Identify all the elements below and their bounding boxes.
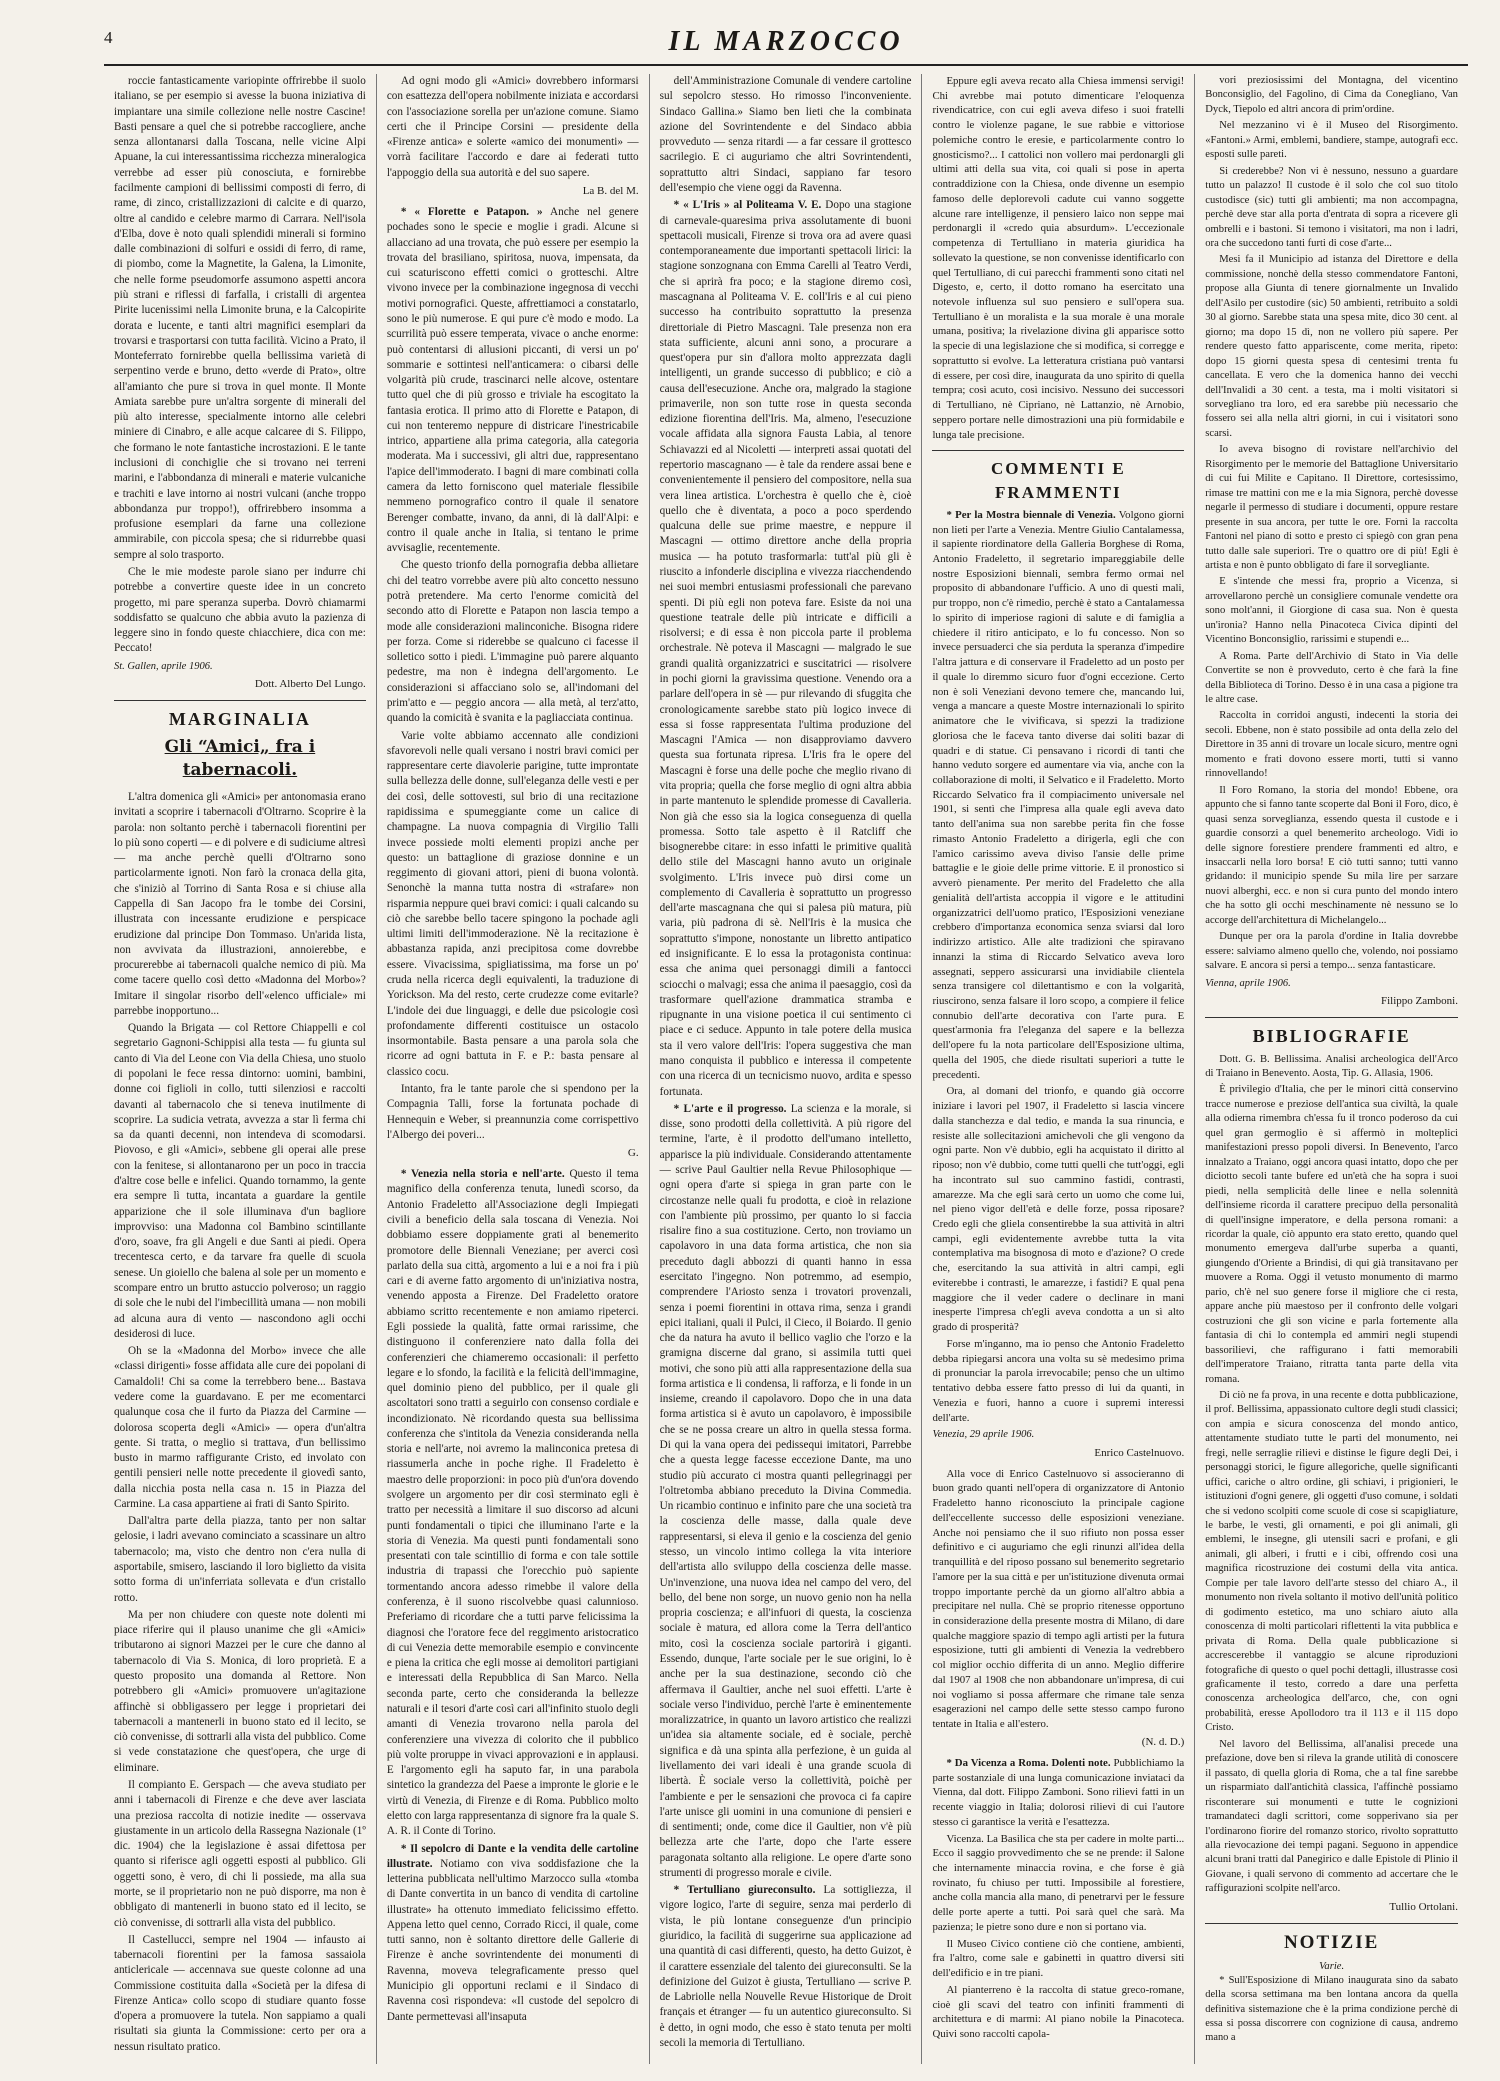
- signature: Filippo Zamboni.: [1380, 994, 1458, 1007]
- section-title-commenti: COMMENTI E FRAMMENTI: [932, 450, 1184, 503]
- journal-title: IL MARZOCCO: [668, 26, 904, 57]
- paragraph: * Sull'Esposizione di Milano inaugurata sino da sabato della scorsa settimana ma ben lontana ancora da quella definitiva sistemazione che è la prima condizione perchè di essa si possa discorrere con cognizione di causa, andremo mano a: [1205, 1975, 1458, 2043]
- paragraph: Il compianto E. Gerspach — che aveva studiato per anni i tabernacoli di Firenze e che deve aver lasciata una preziosa raccolta di notizie inedite — osservava giustamente in un articolo della Rassegna Nazionale (1º dic. 1904) che la legislazione è assai difettosa per quanto si riferisce agli oggetti esposti al pubblico. Gli oggetti sono, è vero, di chi li possiede, ma alla sua morte, se il proprietario non ne può disporre, ma non è obbligato di mantenerli in buono stato ed il lecito, se ciò convenisse, di sottrarli alla vista del pubblico.: [114, 1778, 366, 1929]
- paragraph: Di ciò ne fa prova, in una recente e dotta pubblicazione, il prof. Bellissima, appassionato cultore degli studi classici; con ampia e sicura conoscenza del mondo antico, attentamente studiato tutte le parti del monumento, nei fregi, nelle serraglie rilievi e distinse le figure degli Dei, i personaggi storici, le figure allegoriche, quelle significanti uffici, cariche o altro ordine, gli schiavi, i prigionieri, le istituzioni d'ogni genere, gli oggetti d'uso comune, i soldati che si vedono scolpiti come scuole di cose si scapigliature, le barbe, le vesti, gli ornamenti, e poi gli animali, gli emblemi, le insegne, gli utensili sacri e profani, e gli animali, gli alberi, i frutti e i cibi, offrendo così una magnifica ricostruzione dei costumi della vita antica. Compie per tale lavoro dell'arte stesso del chiaro A., il monumento non rivela soltanto il motivo dell'unità politico di godimento estetico, ma uno schiaro aiuto alla conoscenza di molti particolari riflettenti la vita pubblica e privata di Roma. Della quale pubblicazione si accrescerebbe il vantaggio se alcune riproduzioni fotografiche di questo o quel pochi dettagli, illustrasse così graficamente il testo, corredo a dare una perfetta conoscenza archeologica dell'arco, che, con ogni probabilità, eresse Apollodoro tra il 113 e il 115 dopo Cristo.: [1205, 1389, 1458, 1734]
- paragraph: Intanto, fra le tante parole che si spendono per la Compagnia Talli, forse la fortunata pochade di Hennequin e Weber, si preannunzia come corrispettivo l'Albergo dei poveri...: [386, 1083, 639, 1141]
- signature: G.: [627, 1147, 639, 1160]
- article-body: Dopo una stagione di carnevale-quaresima priva assolutamente di buoni spettacoli musicali, Firenze si trova ora ad avere quasi contemporaneamente due importanti spettacoli lirici: la stagione sonzognana con Emma Carelli al Teatro Verdi, che si aprirà fra poco; e la stagione diremo così, mascagnana al Politeama V. E. coll'Iris e al cui pieno successo ha contribuito soprattutto la presenza direttoriale di Pietro Mascagni. Tale presenza non era stata sufficiente, alcuni anni sono, a procurare a quest'opera pur sin d'allora molto apprezzata dagli intelligenti, un grande successo di pubblico; e ciò a causa dell'esecuzione. Anche ora, malgrado la stagione primaverile, non son tutte rose in questa seconda edizione fiorentina dell'Iris. Ma, almeno, l'esecuzione vocale affidata alla signora Fausta Labia, al tenore Schiavazzi ed al Nicoletti — interpreti assai quotati del repertorio mascagnano — è tale da rendere assai bene e convenientemente il pensiero del compositore, nella sua vera linea artistica. L'orchestra è quello che è, cioè quello che è diventata, a poco a poco sperdendo qualcuna delle sue prime maestre, e neppure il Mascagni — ottimo direttore anche della propria musica — ha potuto trasformarla: tutt'al più gli è riuscito a infonderle disciplina e vivezza riacchendendo nei suoi membri entusiasmi professionali che parevano spenti. Di più egli non poteva fare. Esiste da noi una questione teatrale delle più intricate e difficili a risolversi; e di essa è non piccola parte il problema orchestrale. Nè poteva il Mascagni — malgrado le sue grandi qualità organizzatrici e suscitatrici — risolvere in pochi giorni la gravissima questione. Venendo ora a parlare dell'opera in sè — pur rilevando di sfuggita che cronologicamente sarebbe stato più logico invece di essa si fosse rappresentata l'ultima produzione del Mascagni l'Amica — non disapproviamo davvero questa sua fortunata ripresa. L'Iris fra le opere del Mascagni è forse una delle poche che meglio rivano di vita propria; quella che forse meglio di ogni altra abbia in parte mantenuto le splendide promesse di Cavalleria. Non già che esso sia la logica conseguenza di quella promessa. Sotto tale aspetto è il Ratcliff che bisognerebbe citare: in esso infatti le primitive qualità dello stile del Mascagni hanno avuto un originale svolgimento. L'Iris invece può dirsi come un complemento di Cavalleria è soprattutto un progresso dell'arte mascagnana che qui si palesa più matura, più varia, più padrona di sè. Nell'Iris è la musica che soprattutto s'impone, nonostante un libretto antipatico ed insignificante. E lo essa la protagonista continua: essa che anima quei personaggi dimili a fantocci sciocchi o malvagi; essa che anima il paesaggio, così da trasformare quell'azione drammatica stramba e ripugnante in una visione poetica il cui sentimento ci piace e ci seduce. Appunto in tale potere della musica sta il vero valore dell'Iris: l'opera suggestiva che man mano conquista il pubblico e interessa il competente con una ricerca di un tecnicismo nuovo, ardita e spesso fortunata.: [659, 199, 912, 1098]
- paragraph: Che questo trionfo della pornografia debba allietare chi del teatro vorrebbe avere più alto concetto nessuno potrà pretendere. Ma certo l'enorme comicità del secondo atto di Florette e Patapon non lascia tempo a mode alle considerazioni malinconiche. Bisogna ridere per forza. Come si riderebbe se qualcuno ci facesse il solletico sotto i piedi. L'immagine può parere alquanto pedestre, ma non è indegna dell'argomento. Le considerazioni si affacciano solo se, all'indomani del prim'atto e — peggio ancora — alla metà, al terz'atto, quando la comicità è svanita e la pagliacciata continua.: [386, 559, 639, 725]
- article-head: * L'arte e il progresso.: [673, 1102, 787, 1115]
- section-title-bibliografie: BIBLIOGRAFIE: [1205, 1017, 1458, 1049]
- paragraph: Ma per non chiudere con queste note dolenti mi piace riferire qui il plauso unanime che gli «Amici» tributarono ai signori Mazzei per le cure che danno al tabernacolo di Via S. Monica, di loro proprietà. E a questo proposito una domanda al Rettore. Non potrebbero gli «Amici» promuovere un'agitazione affinchè si obbligassero per legge i proprietari dei tabernacoli a mantenerli in buono stato ed il lecito, se ciò convenisse, di sottrarli alla vista del pubblico. Come si vede constatazione che quest'opera, che urge di eliminare.: [114, 1608, 366, 1774]
- article-venezia: [387, 1167, 639, 1839]
- column-4: [922, 74, 1195, 2064]
- column-2: [377, 74, 650, 2064]
- article-mostra: [932, 508, 1184, 1083]
- article-vicenza: [932, 1756, 1184, 1830]
- paragraph: Varie volte abbiamo accennato alle condizioni sfavorevoli nelle quali versano i nostri bravi comici per rappresentare certe diavolerie parigine, tutte improntate sulla bellezza delle donne, sull'eleganza delle vesti e per dei così, delle sottovesti, sul brio di una recitazione rapidissima e spumeggiante come un calice di champagne. La nuova compagnia di Virgilio Talli invece possiede molti elementi propizi anche per questo: un battaglione di graziose donnine e un reggimento di giovani attori, pieni di buona volontà. Senonchè la manna tutta nostra di «strafare» non risparmia neppure quei bravi comici: i quali calcando su ciò che sarebbe bello tacere spingono la pochade agli ultimi limiti dell'immoderazione. Nè la recitazione è abbastanza rapida, anzi precipitosa come dovrebbe essere. Vivacissima, spigliatissima, ma forse un po' cruda nella ricerca degli equivalenti, la traduzione di Yorickson. Ma del resto, certe crudezze come evitarle? L'indole dei due linguaggi, e delle due psicologie così profondamente differenti costituisce un ostacolo insormontabile. Basta pensare a una parola sola che ricorre ad ogni battuta in F. e P.: basta pensare al classico cocu.: [386, 729, 639, 1078]
- paragraph: Dall'altra parte della piazza, tanto per non saltar gelosie, i ladri avevano cominciato a scassinare un altro tabernacolo; ma, visto che dentro non c'era nulla di asportabile, smisero, lasciando il loro biglietto da visita sotto forma di un'inferriata sollevata e d'un cristallo rotto.: [114, 1515, 366, 1604]
- signature: Tullio Ortolani.: [1389, 1900, 1458, 1913]
- article-arte: [660, 1102, 912, 1881]
- paragraph: Oh se la «Madonna del Morbo» invece che alle «classi dirigenti» fosse affidata alle cure dei popolani di Camaldoli! Chi sa come la terrebbero bene... Bastava vedere come la guardavano. E per me ecomentarci qualunque cosa che il furto da Piazza del Carmine — dolorosa scoperta degli «Amici» — opera d'un'altra gente. Si tratta, o meglio si trattava, d'un bellissimo busto in marmo raffigurante Cristo, ed involato con gentili pensieri nelle notte precedente il giovedì santo, dalla nicchia posta nella casa n. 15 in Piazza del Carmine. La casa appartiene ai frati di Santo Spirito.: [114, 1345, 366, 1510]
- columns: [104, 74, 1468, 2064]
- article-body: La scienza e la morale, si disse, sono prodotti della collettività. A più rigore del termine, l'arte, è il prodotto dell'umano intelletto, apparisce la più individuale. Considerando attentamente — scrive Paul Gaultier nella Revue Philosophique — ogni opera d'arte si spiega in gran parte con le circostanze nelle quali fu prodotta, e cioè in relazione con l'ambiente più prossimo, per quanto lo si faccia risalire fino a sua costituzione. Certo, non troviamo un capolavoro in una data forma artistica, che non sia preceduto dagli abbozzi di quanti hanno in essa esercitato l'ingegno. Non potremmo, ad esempio, comprendere l'Ariosto senza i trovatori provenzali, senza i poemi fiorentini in ottava rima, senza i grandi epici italiani, quali il Pulci, il Cieco, il Boiardo. Il genio che da natura ha avuto il bellico vaglio che l'orzo e la gramigna discerne dal grano, si assimila tutti quei motivi, che sono più atti alla rappresentazione della sua forma artistica e li condensa, li rafforza, e li fonde in un insieme, creando il capolavoro. Dopo che in una data forma artistica si è avuto un capolavoro, è impossibile che se ne possa creare un altro in quella stessa forma. Di qui la vana opera dei pedissequi imitatori, Parrebbe che a questa legge facesse eccezione Dante, ma uno studio più accurato ci mostra quanti pellegrinaggi per l'oltretomba abbiano preceduto la Divina Commedia. Un ricambio continuo e infinito pare che una società tra la coscienza delle masse, dalla quale deve rappresentarsi, si eleva il genio e la coscienza del genio stesso, un vincolo intimo collega la vita interiore dell'artista allo sviluppo della coscienza delle masse. Un'invenzione, una nuova idea nel campo del vero, del bello, del bene non sorge, un nuovo genio non ha nella propria coscienza; e all'infuori di questa, la coscienza sociale è matura, ed allora come la Terra dell'antico mito, così la coscienza sociale partorirà i giganti. Essendo, dunque, l'arte sociale per le sue origini, lo è anche per la sua destinazione, secondo ciò che affermava il Gaultier, anche nel suoi effetti. L'arte è sociale verso l'individuo, perchè l'arte è eminentemente moralizzatrice, in quanto un lavoro artistico che realizzi un'idea sia altamente sociale, ed è sociale, perchè significa e dà una spinta alla perfezione, è un guida al livellamento dei vari ideali è una grande scuola di libertà. È sociale verso la collettività, poichè per l'ambiente e per le sensazioni che provoca ci fa capire l'arte unisce gli uomini in una comunione di pensieri e di sentimenti; onde, come dice il Gaultier, non v'è più bellezza arte che l'arte, dopo che l'arte essere paragonata soltanto alla religione. Le opere d'arte sono strumenti di progresso morale e civile.: [659, 1102, 912, 1879]
- paragraph: Quando la Brigata — col Rettore Chiappelli e col segretario Gagnoni-Schippisi alla testa — fu giunta sul canto di Via del Leone con Via della Chiesa, uno stuolo di popolani le fece ressa dintorno: uomini, bambini, donne coi figlioli in collo, tutti silenziosi e raccolti davanti al tabernacolo che si teneva inutilmente di scoprire. La sudicia vetrata, avvezza a star lì ferma chi sa da quanti decenni, non intendeva di scomodarsi. Piovoso, e gli «Amici», sebbene gli operai alle prese con la fenitese, si allontanarono per un poco in traccia d'altre cose belle e infelici. Quando tornammo, la gente era sempre lì tutta, incantata a guardare la gentile apparizione che il sole illuminava d'un bagliore improvviso: una Madonna col Bambino scintillante d'oro, soave, fra gli Angeli e due Santi ai piedi. Opera trecentesca certo, e da tarvare fra quelle di scuola senese. Un gioiello che balena al sole per un momento e scompare entro un brutto astuccio polveroso; un raggio di sole che le nubi del l'imbecillità umana — non mobili ad alcuna aura di vento — nascondono agli occhi desiderosi di luce.: [114, 1022, 366, 1340]
- paragraph: Mesi fa il Municipio ad istanza del Direttore e della commissione, nonchè della stesso commendatore Fantoni, propose alla Giunta di tenere giornalmente un Invalido dell'Asilo per custodire (sic) 50 ambienti, retribuito a soldi 30 al giorno. Sarebbe stata una spesa mite, dico 30 cent. al giorno; ma dopo 15 dì, non ne vollero più sapere. Per rendere questo fatto appariscente, come merita, ripeto: dopo 15 giorni questa spesa di centesimi trenta fu cancellata. E vero che la domenica hanno dei vecchi dell'Invalidi a 30 cent. a testa, ma i molti visitatori si sorvegliano tra loro, ed era sarebbe più necessario che fossero sei alla nella altri giorni, in cui i visitatori sono scarsi.: [1205, 254, 1458, 439]
- editor-note: (N. d. D.): [1141, 1735, 1185, 1748]
- column-1: [104, 74, 377, 2064]
- paragraph: Io aveva bisogno di rovistare nell'archivio del Risorgimento per le memorie del Battaglione Universitario di cui fui Milite e Capitano. Il Direttore, cortesissimo, rimase tre mattini con me e la mia Signora, perchè dovesse negarle il permesso di studiare i documenti, oppure restare presente in sua ancora, per tutte le ore. Fornì la raccolta Fantoni nel piano di sotto e presto ci spiegò con gran pena tutto dalle sale superiori. Tre o quattro ore di più! Egli è artista e non è punto obbligato di fare il sorvegliante.: [1205, 444, 1458, 571]
- paragraph: Al pianterreno è la raccolta di statue greco-romane, cioè gli scavi del teatro con infiniti frammenti di architettura e di marmi: Al piano nobile la Pinacoteca. Quivi sono raccolti capola-: [932, 1983, 1185, 2041]
- article-body: Questo il tema magnifico della conferenza tenuta, lunedì scorso, da Antonio Fradeletto all'Associazione degli Impiegati civili a beneficio della sala toscana di Venezia. Noi dobbiamo essere doppiamente grati al benemerito promotore delle Biennali Veneziane; per averci così parlato della sua città, argomento a lui e a noi fra i più cari e di averne fatto argomento di un'iniziativa nostra, venendo apposta a Firenze. Del Fradeletto oratore abbiamo scritto recentemente e non amiamo ripeterci. Egli possiede la qualità, fatte ormai rarissime, che distinguono il conferenziere nato dalla folla dei conferenzieri che chiameremo occasionali: il perfetto legare e lo sfondo, la facilità e la felicità dell'immagine, quel dominio pieno del pubblico, per il quale gli ascoltatori sono tratti a seguirlo con consenso cordiale e incondizionato. Nè ricordando questa sua bellissima conferenza che s'intitola da Venezia consideranda nella storia e nell'arte, noi avremo la malinconica pretesa di riassumerla anche in poche righe. Il Fradeletto è maestro delle proporzioni: in poco più d'un'ora dovendo svolgere un argomento per dir così sterminato egli è tratto per necessità a limitare il suo discorso ad alcuni punti fondamentali o tipici che illuminano l'arte e la storia di Venezia. Ma questi punti fondamentali sono presentati con tale scintillio di forma e con tale sottile industria di trapassi che l'orecchio può sapiente tormentando ancora adesso rimebbe il valore della conferenza, è il suono riscolvebbe quasi calunnioso. Preferiamo di ricordare che a tutti parve felicissima la diagnosi che l'oratore fece del reggimento aristocratico di cui Venezia dette memorabile esempio e convincente e piena la critica che egli mosse ai demolitori partigiani e interessati della Repubblica di San Marco. Nella seconda parte, certo che consideranda la bellezze naturali e il tesori d'arte così cari all'infinito stuolo degli amanti di Venezia trovarono nella parola del conferenziere una vivezza di colorito che il pubblico più volte proruppe in vivaci approvazioni e in applausi. E l'argomento egli ha saputo far, in una parabola sintetico la grandezza del Paese a impronte le glorie e le virtù di Venezia, di Firenze e di Roma. Pubblico molto eletto con larga rappresentanza di signore fra la quale S. A. R. il Conte di Torino.: [386, 1168, 639, 1838]
- paragraph: dell'Amministrazione Comunale di vendere cartoline sul sepolcro stesso. Ho rimosso l'inconveniente. Sindaco Gallina.» Siamo ben lieti che la combinata azione del Sovrintendente e del Sindaco abbia provveduto — senza ritardi — a far cessare il grottesco sacrilegio. E ci auguriamo che altri Sovrintendenti, soprattutto altri Sindaci, sappiano far tesoro dell'esempio che viene oggi da Ravenna.: [659, 75, 912, 194]
- article-head: * Da Vicenza a Roma. Dolenti note.: [946, 1756, 1111, 1769]
- paragraph: Forse m'inganno, ma io penso che Antonio Fradeletto debba ripiegarsi ancora una volta su sè medesimo prima di pronunciar la parola irrevocabile; penso che un ultimo tentativo debba essere fatto presso di lui da quanti, in Venezia e fuori, hanno a cuore i supremi interessi dell'arte.: [932, 1337, 1185, 1424]
- article-head: * Venezia nella storia e nell'arte.: [400, 1168, 565, 1181]
- article-head: * Il sepolcro di Dante e la vendita delle cartoline illustrate.: [386, 1842, 639, 1870]
- paragraph: E s'intende che messi fra, proprio a Vicenza, si arrovellarono perchè un consigliere comunale vendette ora sono molt'anni, il Giorgione di casa sua. Non è questa un'ironia? Hanno nella Pinacoteca Civica dipinti del Vicentino Bonconsiglio, rarissimi e stupendi e...: [1205, 576, 1458, 646]
- paragraph: Nel lavoro del Bellissima, all'analisi precede una prefazione, dove ben si rileva la grande utilità di conoscere il passato, di quella gloria di Roma, che a tal fine sarebbe un risparmiato dall'antichità classica, l'affinchè possiamo risconterare sui monumenti e tutte le cognizioni tramandateci dagli scrittori, come sopperivano sia per l'ordinarono fiorire del romanzo storico, rivolto soprattutto alla rievocazione dei tempi pagani. Seguono in appendice alcuni brani tratti dal Panegirico e dalle Epistole di Plinio il Giovane, i quali servono di commento ad accertare che le raffigurazioni scolpite nell'arco.: [1205, 1738, 1458, 1895]
- section-title-marginalia: MARGINALIA: [114, 700, 366, 732]
- paragraph: Ora, al domani del trionfo, e quando già occorre iniziare i lavori pel 1907, il Fradeletto si lascia vincere dalla stanchezza e dal tedio, e manda la sua rinuncia, e resiste alle sollecitazioni amichevoli che gli vengono da ogni parte. Non v'è dubbio, egli ha acquistato il diritto al riposo; non v'è dubbio, come tutti quelli che tutt'oggi, egli ha incontrato sul suo cammino fastidi, contrasti, amarezze. Ma che egli sarà certo un uomo che come lui, nel pieno vigor dell'età e delle forze, possa riposare? Credo egli che gliela consentirebbe la sua attività in altri campi, egli evidentemente avrebbe tutta la vita contemplativa ma bisognosa di moto e d'azione? O crede che, esercitando la sua attività in altri campi, egli eviterebbe i contrasti, le amarezze, i fastidi? E qual pena maggiore che il veder cadere o declinare in mani inesperte l'impresa ch'egli aveva condotta a un sì alto grado di prosperità?: [932, 1085, 1185, 1334]
- paragraph: roccie fantasticamente variopinte offrirebbe il suolo italiano, se per esempio si avesse la buona iniziativa di impiantare una simile collezione nelle nostre Cascine! Basti pensare a quel che si potrebbe raccogliere, anche senza allontanarsi dalla Toscana, nelle vicine Alpi Apuane, la cui interessantissima ricchezza mineralogica verrebbe ad esser più conosciuta, e fornirebbe facilmente campioni di bellissimi composti di ferro, di rame, di zinco, cristallizzazioni di calcite e di quarzo, oltre al candido e celebre marmo di Carrara. Nell'isola d'Elba, dove è noto quali splendidi minerali si formino dalle combinazioni di solfuri e ossidi di ferro, di rame, di piombo, come la Magnetite, la Galena, la Limonite, che nelle forme pseudomorfe assumono aspetti ancora più strani e riflessi di farfalla, i cristalli di argentea Pirite lucenissimi nella Limonite bruna, e la Calcopirite dorata e lucente, e tanti altri magnifici esemplari da trovarsi e trasportarsi con tutta facilità. Vicino a Prato, il Monteferrato fornirebbe quella bellissima varietà di serpentino verde e bruno, detto «verde di Prato», oltre all'amianto che pure si trova in quel monte. Il Monte Amiata sarebbe pure un'altra sorgente di minerali del più alto interesse, specialmente intorno alle celebri miniere di Cinabro, e alle acque calcaree di S. Filippo, che formano le note fantastiche incrostazioni. E le tante inclusioni di conchiglie che si trovano nei terreni marini, e l'abbondanza di minerali e materie vulcaniche e trachiti e lave intorno ai nostri vulcani (anche troppo abbondanza pur troppo!), offrirebbero insomma a profusione esemplari da farne una collezione ammirabile, con piccola spesa; che si ridurrebbe quasi sempre al solo trasporto.: [114, 75, 366, 561]
- section-title-notizie: NOTIZIE: [1205, 1923, 1458, 1956]
- article-iris: [660, 198, 912, 1100]
- paragraph: Eppure egli aveva recato alla Chiesa immensi servigi! Chi avrebbe mai potuto dimenticare l'eloquenza rivendicatrice, con cui egli aveva difeso i suoi fratelli contro le violenze pagane, le sue rabbie e vittoriose polemiche contro le eresie, e particolarmente contro lo gnosticismo?... I cattolici non vollero mai perdonargli gli ultimi atti della sua vita, coi quali si pose in aperta contraddizione con la Chiesa, onde divenne un esempio famoso delle deplorevoli cadute cui vanno soggette alcune rare intelligenze, il pensiero laico non seppe mai perdonargli il «credo quia absurdum». L'eccezionale competenza di Tertulliano in materia giuridica ha sollevato la questione, se non convenisse identificarlo con quel Tertulliano, di cui parecchi frammenti sono citati nel Digesto, e, certo, il dotto romano ha esercitato una notevole influenza sul suo pensiero e sull'opera sua. Tertulliano è un moralista e la sua morale è una morale umana, positiva; la rivelazione divina gli apparisce sotto la specie di una legislazione che si modifica, si corregge e soprattutto si evolve. La letteratura cristiana può vantarsi di essere, per così dire, inaugurata da uno spirito di quella tempra; così acuto, così incisivo. Nessuno dei successori di Tertulliano, nè Cipriano, nè Lattanzio, nè Arnobio, seppero portare nelle dimostrazioni una più formidabile e lunga tale precisione.: [932, 75, 1185, 441]
- paragraph: È privilegio d'Italia, che per le minori città conservino tracce numerose e preziose dell'antica sua civiltà, la quale alla odierna rimembra ch'essa fu il tronco poderoso da cui quel gran germoglio è sì affermò in molteplici manifestazioni presso popoli diversi. In Benevento, l'arco innalzato a Traiano, oggi ancora quasi intatto, dopo che per diciotto secoli tante bufere ed un'età che ha sopra i suoi piedi, nella semplicità delle linee e nella solennità dell'insieme ricorda il carattere precipuo della personalità di quell'insigne imperatore, e della persona romani: a ricordar la quale, ciò appunto era stato eretto, quando quel monumento emergeva dall'urbe superba a quanti, giungendo d'Oriente a Brindisi, di qui già transitavano per muovere a Roma. Oggi il vetusto monumento di marmo pario, ch'è nel suo genere forse il migliore che ci resta, appare anche più maestoso per il confronto delle volgari costruzioni che gli son vicine e parla fortemente alla fantasia di chi lo contempla ed ammiri negli stupendi bassorilievi, che raffigurano i fatti memorabili dell'imperatore Traiano, ritratta tanta parte della vita romana.: [1205, 1084, 1458, 1385]
- article-body: Pubblichiamo la parte sostanziale di una lunga comunicazione inviataci da Vienna, dal dott. Filippo Zamboni. Sono rilievi fatti in un recente viaggio in Italia; dolorosi rilievi di cui l'autore stesso ci garantisce la verità e l'esattezza.: [932, 1756, 1185, 1828]
- paragraph: Il Museo Civico contiene ciò che contiene, ambienti, fra l'altro, come sale e gabinetti in quattro diversi siti dell'edificio e in tre piani.: [932, 1937, 1185, 1980]
- bibliography-entry: Dott. G. B. Bellissima. Analisi archeologica dell'Arco di Traiano in Benevento. Aosta, Tip. G. Allasia, 1906.: [1205, 1053, 1458, 1079]
- paragraph: Vicenza. La Basilica che sta per cadere in molte parti... Ecco il saggio provvedimento che se ne prende: il Salone che internamente minaccia rovina, e che forse è già rovinato, fu chiuso per tutti. Impossibile al forestiere, anche colla mancia alla mano, di penetrarvi per le fessure delle porte aperte a tutti. Poi sarà quel che sarà. Ma pazienza; le pietre sono dure e non si portano via.: [932, 1832, 1185, 1933]
- article-body: La sottigliezza, il vigore logico, l'arte di seguire, senza mai perderlo di vista, le più lontane conseguenze d'un principio giuridico, la facilità di suggerirne sua applicazione ad una quantità di casi differenti, questo, ha detto Guizot, è il carattere essenziale del talento dei giureconsulti. Se la definizione del Guizot è giusta, Tertulliano — scrive P. de Labriolle nella Nouvelle Revue Historique de Droit français et étranger — fu un autentico giureconsulto. Si è detto, in ogni modo, che esso è stato tenuta per molti secoli la memoria di Tertulliano.: [659, 1884, 912, 2049]
- page-number: 4: [104, 28, 114, 47]
- paragraph: Il Castellucci, sempre nel 1904 — infausto ai tabernacoli fiorentini per la famosa sassaiola anticlericale — accennava sue queste colonne ad una Commissione costituita dalla «Società per la difesa di Firenze Antica» collo scopo di studiare quanto fosse d'opera a promuovere la tutela. Non sappiamo a quali risultati sia giunta la Commissione: certo per ora a nessun risultato pratico.: [114, 1933, 366, 2053]
- place-date: Vienna, aprile 1906.: [1205, 977, 1291, 989]
- paragraph: Il Foro Romano, la storia del mondo! Ebbene, ora appunto che si fanno tante scoperte dal Boni il Foro, dico, è quasi senza sorveglianza, essendo questa il custode e i guardie consorzi a quel benemerito archeologo. Vidi io delle signore forestiere prendere frammenti ed altro, e insaccarli nella loro borsa! E ciò tutti sanno; tutti vanno gridando: il municipio spende Su mila lire per sarzare nuovi alberghi, ecc. e non si cura punto del mondo intero che ha sotto gli occhi meschinamente nè nessuno se lo accorge dell'architettura di Michelangelo...: [1205, 784, 1458, 926]
- article-body: Volgono giorni non lieti per l'arte a Venezia. Mentre Giulio Cantalamessa, il sapiente riordinatore della Galleria Borghese di Roma, Antonio Fradeletto, il segretario impareggiabile delle nostre Esposizioni biennali, sembra fermo ormai nel proposito di abbandonare l'ufficio. A uno di questi mali, pur troppo, non c'è rimedio, perchè è stato a Cantalamessa lo spirito di imperiose ragioni di salute e di famiglia a chiedere il ritiro anticipato, e lo fu concesso. Non so invece persuaderci che sia perduta la speranza d'impedire l'altra jattura e di conservare il Fradeletto ad un posto per il quale lo diremmo sicuro fuor d'ogni eccezione. Certo non è soli Veneziani devono temere che, mancando lui, venga a mancare a queste Mostre internazionali lo spirito animatore che le vivificava, si spezzi la tradizione gloriosa che le faceva tanto diverse dai soliti bazar di quadri e di statue. Ci pensavano i ricordi di tanti che hanno veduto sorgere ed aumentare via via, anche con la collaborazione di molti, il Selvatico e il Fradeletto. Morto Riccardo Selvatico fra il compiacimento universale nel 1901, si sentì che l'impresa alla quale egli aveva dato tanto dell'anima sua non sarebbe perita fin che fosse rimasto Antonio Fradeletto a dirigerla, egli che con l'amico carissimo aveva diviso l'ansie delle prime battaglie e le gioie delle prime vittorie. E il pronostico si avverò pienamente. Per merito del Fradeletto che alla genialità dell'artista accoppia il vigore e le attitudini organizzatrici dell'uomo pratico, l'Esposizioni veneziane crebbero d'importanza economica senza sviarsi dal loro indirizzo artistico. Alle alte tradizioni che spiravano innanzi la stima di Riccardo Selvatico aveva loro assegnati, seppero assicurarsi una invidiabile clientela senza transigere col dilettantismo e con la volgarità, riuscirono, senza falsare il loro scopo, a compiere il felice connubio dell'arte decorativa con l'arte pura. E quest'armonia fra l'eleganza del sapere e la bellezza dell'opere fu la nota particolare dell'Esposizione ultima, quella del 1905, che diede risultati superiori a tutte le precedenti.: [932, 508, 1185, 1081]
- article-head: * « Florette e Patapon. »: [400, 205, 543, 218]
- notizie-subhead: Varie.: [1319, 1960, 1345, 1972]
- article-tertulliano: [660, 1883, 912, 2051]
- article-body: Anche nel genere pochades sono le specie e moglie i gradi. Alcune si allacciano ad una trovata, che può essere per esempio la trovata del brasiliano, spiritosa, nuova, impensata, da cui scaturiscono effetti comici o grotteschi. Altre vivono invece per la combinazione ingegnosa di vecchi motivi pornografici. Queste, affrettiamoci a constatarlo, sono le più numerose. E qui pure c'è modo e modo. La scurrilità può essere temperata, vivace o anche enorme: può contentarsi di allusioni piccanti, di versi un po' sommarie e sottintesi nell'anticamera: o cibarsi delle volgarità più crude, trascinarci nelle alcove, ostentare tutto quel che di più grosso e triviale ha escogitato la fantasia erotica. Il primo atto di Florette e Patapon, di cui non tenteremo neppure di districare l'inestricabile intrico, appartiene alla prima categoria, alla categoria moderata. Ma i successivi, gli altri due, rappresentano l'apice dell'immoderato. I bagni di mare combinati colla camera da letto forniscono quel materiale flessibile nemmeno pornografico contro il quale il senatore Berenger combatte, invano, da anni, di là dall'Alpi: e contro il quale anche in Italia, si tentano le prime avvisaglie, recentemente.: [386, 205, 639, 555]
- marginalia-subtitle: Gli “Amici„ fra i tabernacoli.: [164, 736, 316, 780]
- paragraph: Raccolta in corridoi angusti, indecenti la storia dei secoli. Ebbene, non è stato possibile ad onta della zelo del Direttore in 35 anni di trovare un locale sicuro, mentre ogni momento e frati dovono essere morti, tutti si vanno rinnovellando!: [1205, 710, 1458, 780]
- paragraph: Dunque per ora la parola d'ordine in Italia dovrebbe essere: salviamo almeno quello che, volendo, noi possiamo salvare. E ancora si persi a tempo... senza fantasticare.: [1205, 931, 1458, 972]
- place-date: Venezia, 29 aprile 1906.: [932, 1429, 1035, 1441]
- article-body: Notiamo con viva soddisfazione che la letterina pubblicata nell'ultimo Marzocco sulla «tomba di Dante convertita in un banco di vendita di cartoline illustrate» ha ottenuto immediato felicissimo effetto. Appena letto quel cenno, Corrado Ricci, il quale, come tutti sanno, non è soltanto direttore delle Gallerie di Firenze è anche sovrintendente dei monumenti di Ravenna, moveva telegraficamente presso quel Municipio gli opportuni reclami e il Sindaco di Ravenna così rispondeva: «Il custode del sepolcro di Dante permettevasi all'insaputa: [386, 1857, 639, 2023]
- paragraph: Si crederebbe? Non vi è nessuno, nessuno a guardare tutto un palazzo! Il custode è il solo che col suo titolo custodisce (sic) tutti gli ambienti; ma non accompagna, perchè deve star alla porta d'entrata di sopra a ricevere gli ombrelli e i bastoni. Si temono i visitatori, ma non i ladri, ora che succedono tanti furti di cose d'arte...: [1205, 165, 1458, 249]
- paragraph: Alla voce di Enrico Castelnuovo si associeranno di buon grado quanti nell'opera di organizzatore di Antonio Fradeletto hanno riconosciuto la principale cagione dell'eccellente successo delle esposizioni veneziane. Anche noi pensiamo che il suo rifiuto non possa esser definitivo e ci auguriamo che egli rinunzi all'idea della tranquillità e del riposo possano sul benemerito segretario l'amore per la sua città e per un'istituzione divenuta ormai troppo importante perchè da un giorno all'altro abbia a precipitare nel nulla. Chè se proprio ritenesse opportuno in considerazione della presente mostra di Milano, di dare qualche maggiore spazio di tempo agli artisti per la futura esposizione, tutti gli ambienti di Venezia la vedrebbero col miglior occhio differita di un anno. Meglio differire dal 1907 al 1908 che non abbandonare un'impresa, di cui noi vogliamo si possa affermare che rimane tale senza esagerazioni nel campo delle sette stesso campo furono tentate in Italia e all'estero.: [932, 1467, 1185, 1731]
- place-date: St. Gallen, aprile 1906.: [114, 660, 213, 672]
- paragraph: A Roma. Parte dell'Archivio di Stato in Via delle Convertite se non è provveduto, certo è che farà la fine della Biblioteca di Torino. Desso è in una casa a pigione tra le altre case.: [1205, 650, 1458, 706]
- paragraph: vori preziosissimi del Montagna, del vicentino Bonconsiglio, del Fagolino, di Cima da Conegliano, Van Dyck, Tiepolo ed altri ancora di prim'ordine.: [1205, 75, 1458, 115]
- masthead: [104, 20, 1468, 66]
- article-florette: [387, 205, 639, 556]
- article-head: * Per la Mostra biennale di Venezia.: [946, 508, 1116, 521]
- article-sepolcro: [387, 1842, 639, 2025]
- paragraph: L'altra domenica gli «Amici» per antonomasia erano invitati a scoprire i tabernacoli d'Oltrarno. Scoprire è la parola: non soltanto perchè i tabernacoli fiorentini per lo più sono coperti — e di polvere e di sudiciume altresì — ma anche perchè quelli d'Oltrarno sono particolarmente ignoti. Non farò la cronaca della gita, che s'iniziò al Torrino di Santa Rosa e si chiuse alla Cappella di San Jacopo fra le tombe dei Corsini, illustrata con incessante erudizione e perspicace erudizione dal principe Don Tommaso. Un'arida lista, non avvivata da illustrazioni, annoierebbe, e procurerebbe ai tabernacoli qualche nemico di più. Ma come tacere quello così detto «Madonna del Morbo»? Imitare il singolar risorbo dell'«elenco ufficiale» mi parrebbe inopportuno...: [114, 790, 366, 1017]
- column-3: [650, 74, 923, 2064]
- article-head: * « L'Iris » al Politeama V. E.: [673, 199, 822, 212]
- article-head: * Tertulliano giureconsulto.: [673, 1884, 816, 1897]
- signature: La B. del M.: [582, 184, 639, 197]
- signature: Dott. Alberto Del Lungo.: [254, 678, 366, 691]
- paragraph: Nel mezzanino vi è il Museo del Risorgimento. «Fantoni.» Armi, emblemi, bandiere, stampe, autografi ecc. esposti sulle pareti.: [1205, 120, 1458, 161]
- paragraph: Ad ogni modo gli «Amici» dovrebbero informarsi con esattezza dell'opera nobilmente iniziata e accordarsi con l'associazione sorella per un'azione comune. Siamo certi che il Principe Corsini — presidente della «Firenze antica» e solerte «amico dei monumenti» — vorrà facilitare l'accordo e dare ai federati tutto l'appoggio della sua autorità e del suo sapere.: [386, 75, 639, 179]
- column-5: [1195, 74, 1468, 2064]
- signature: Enrico Castelnuovo.: [1094, 1446, 1185, 1459]
- paragraph: Che le mie modeste parole siano per indurre chi potrebbe a convertire queste idee in un concreto progetto, mi pare speranza superba. Dovrò chiamarmi soddisfatto se qualcuno che abbia avuto la pazienza di leggere sino in fondo queste chiacchiere, dica con me: Peccato!: [114, 566, 366, 655]
